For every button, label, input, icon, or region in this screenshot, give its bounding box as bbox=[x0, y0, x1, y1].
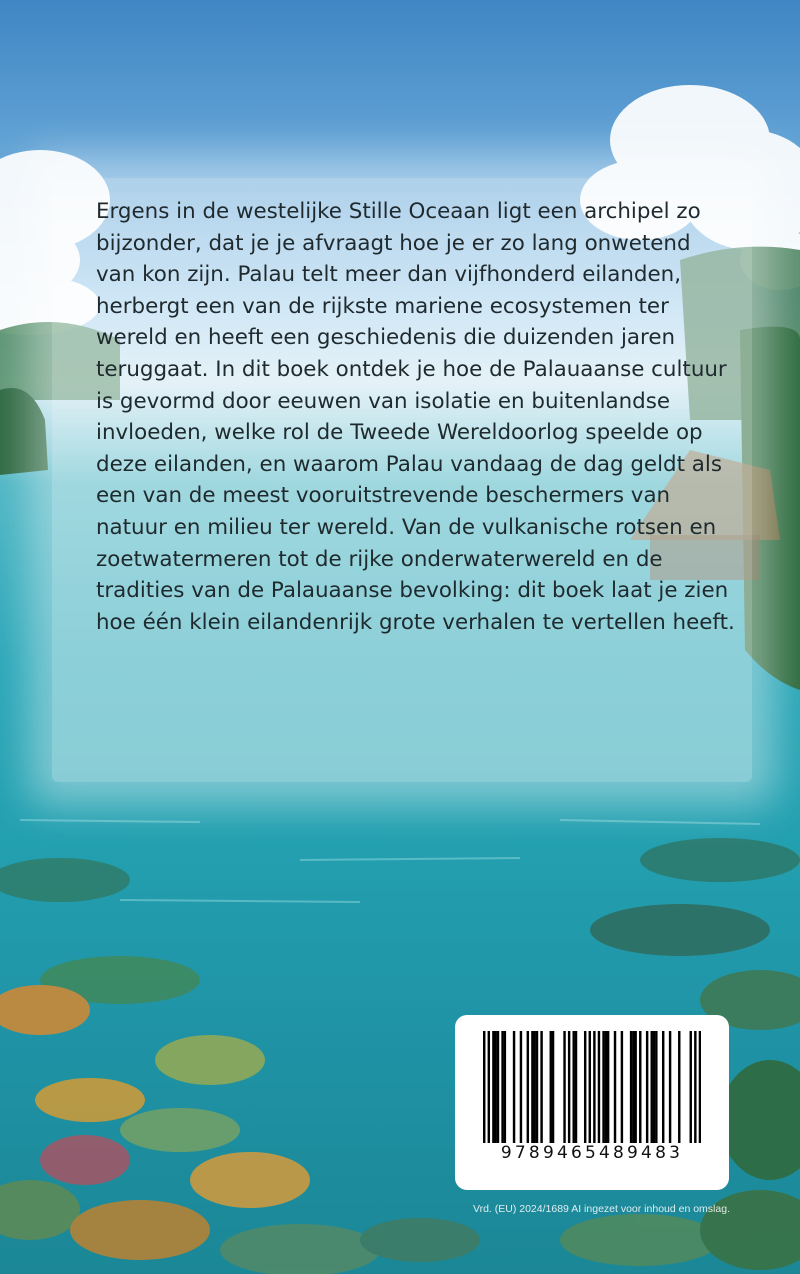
barcode-bar bbox=[694, 1031, 696, 1143]
barcode-bar bbox=[690, 1031, 692, 1143]
barcode-bar bbox=[492, 1031, 494, 1143]
barcode-bar bbox=[651, 1031, 653, 1143]
barcode-bar bbox=[655, 1031, 657, 1143]
barcode-bar bbox=[572, 1031, 574, 1143]
barcode-bar bbox=[632, 1031, 634, 1143]
barcode-bar bbox=[669, 1031, 671, 1143]
barcode-bar bbox=[699, 1031, 701, 1143]
barcode-bar bbox=[488, 1031, 490, 1143]
barcode-bar bbox=[630, 1031, 632, 1143]
barcode-bar bbox=[563, 1031, 565, 1143]
barcode-bar bbox=[584, 1031, 586, 1143]
barcode-bar bbox=[520, 1031, 522, 1143]
barcode-bar bbox=[614, 1031, 616, 1143]
barcode-bar bbox=[607, 1031, 609, 1143]
barcode-bar bbox=[501, 1031, 503, 1143]
legal-notice: Vrd. (EU) 2024/1689 AI ingezet voor inhoud en omslag. bbox=[472, 1203, 730, 1215]
barcode-bar bbox=[634, 1031, 636, 1143]
barcode-bar bbox=[589, 1031, 591, 1143]
barcode-bar bbox=[602, 1031, 604, 1143]
barcode-bar bbox=[568, 1031, 570, 1143]
barcode-bar bbox=[540, 1031, 542, 1143]
barcode-box bbox=[455, 1015, 729, 1190]
barcode-bar bbox=[662, 1031, 664, 1143]
barcode-bar bbox=[483, 1031, 485, 1143]
barcode-bar bbox=[513, 1031, 515, 1143]
barcode-bar bbox=[605, 1031, 607, 1143]
barcode-bar bbox=[533, 1031, 535, 1143]
barcode-bar bbox=[639, 1031, 641, 1143]
barcode-bar bbox=[527, 1031, 529, 1143]
barcode-bar bbox=[552, 1031, 554, 1143]
barcode-bar bbox=[598, 1031, 600, 1143]
barcode-bar bbox=[593, 1031, 595, 1143]
isbn-number: 9789465489483 bbox=[500, 1143, 684, 1163]
barcode-bar bbox=[497, 1031, 499, 1143]
barcode-bar bbox=[536, 1031, 538, 1143]
barcode-bar bbox=[646, 1031, 648, 1143]
barcode-bar bbox=[621, 1031, 623, 1143]
barcode-icon bbox=[483, 1031, 701, 1143]
barcode-bar bbox=[550, 1031, 552, 1143]
barcode-bar bbox=[575, 1031, 577, 1143]
barcode-bar bbox=[531, 1031, 533, 1143]
back-cover-blurb: Ergens in de westelijke Stille Oceaan ligt een archipel zo bijzonder, dat je je afvraagt hoe je er zo lang onwetend van kon zijn. Palau telt meer dan vijfhonderd eilanden, herbergt een van de rijkste mariene ecosystemen ter wereld en heeft een geschiedenis die duizenden jaren teruggaat. In dit boek ontdek je hoe de Palauaanse cultuur is gevormd door eeuwen van isolatie en buitenlandse invloeden, welke rol de Tweede Wereldoorlog speelde op deze eilanden, en waarom Palau vandaag de dag geldt als een van de meest vooruitstrevende beschermers van natuur en milieu ter wereld. Van de vulkanische rotsen en zoetwatermeren tot de rijke onderwaterwereld en de tradities van de Palauaanse bevolking: dit boek laat je zien hoe één klein eilandenrijk grote verhalen te vertellen heeft. bbox=[96, 199, 735, 635]
barcode-bar bbox=[678, 1031, 680, 1143]
barcode-bar bbox=[494, 1031, 496, 1143]
barcode-bar bbox=[504, 1031, 506, 1143]
barcode-bar bbox=[653, 1031, 655, 1143]
